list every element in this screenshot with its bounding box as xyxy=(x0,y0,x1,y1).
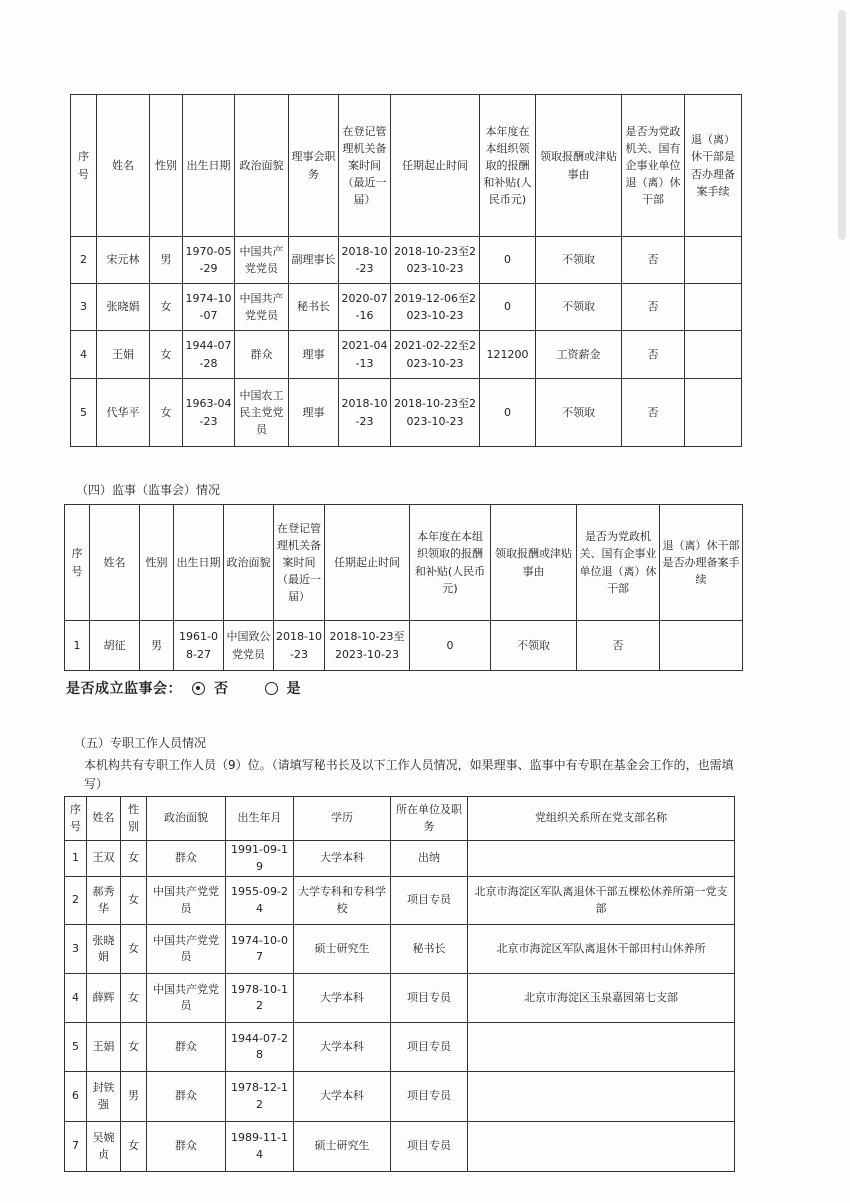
table-cell: 大学本科 xyxy=(294,974,391,1023)
supervisory-board-question xyxy=(66,678,301,698)
table-cell: 否 xyxy=(577,621,660,671)
header-cell: 党组织关系所在党支部名称 xyxy=(468,797,735,841)
table-header-row xyxy=(71,95,742,237)
table-cell: 理事 xyxy=(289,379,339,447)
table-cell: 男 xyxy=(121,1072,147,1122)
table-cell: 不领取 xyxy=(536,379,622,447)
header-cell: 本年度在本组织领取的报酬和补贴(人民币元) xyxy=(410,505,491,621)
table-cell: 项目专员 xyxy=(391,1122,468,1172)
header-cell: 学历 xyxy=(294,797,391,841)
header-cell: 所在单位及职务 xyxy=(391,797,468,841)
table-cell: 群众 xyxy=(235,331,289,379)
radio-checked-icon[interactable] xyxy=(192,682,205,695)
table-cell: 胡征 xyxy=(90,621,140,671)
table-cell: 中国农工民主党党员 xyxy=(235,379,289,447)
table-cell: 0 xyxy=(410,621,491,671)
table-cell: 群众 xyxy=(147,841,226,877)
header-cell: 姓名 xyxy=(97,95,150,237)
table-row xyxy=(65,877,735,925)
table-cell: 北京市海淀区玉泉嘉园第七支部 xyxy=(468,974,735,1023)
table-cell: 大学本科 xyxy=(294,1072,391,1122)
table-cell: 1955-09-24 xyxy=(226,877,294,925)
table-cell: 中国共产党党员 xyxy=(147,877,226,925)
table-cell: 薛辉 xyxy=(87,974,121,1023)
table-cell: 吴婉贞 xyxy=(87,1122,121,1172)
table-cell: 0 xyxy=(480,284,536,331)
header-cell: 出生日期 xyxy=(183,95,235,237)
header-cell: 在登记管理机关备案时间（最近一届） xyxy=(274,505,325,621)
table-cell: 4 xyxy=(71,331,97,379)
table-cell: 群众 xyxy=(147,1023,226,1072)
table-cell: 2018-10-23 xyxy=(274,621,325,671)
table-cell: 5 xyxy=(71,379,97,447)
radio-unchecked-icon[interactable] xyxy=(265,682,278,695)
table-cell: 中国共产党党员 xyxy=(147,925,226,974)
header-cell: 政治面貌 xyxy=(224,505,274,621)
header-cell: 领取报酬或津贴事由 xyxy=(536,95,622,237)
scrollbar[interactable] xyxy=(838,10,846,240)
table-cell: 张晓娟 xyxy=(97,284,150,331)
table-cell: 1978-10-12 xyxy=(226,974,294,1023)
table-cell: 项目专员 xyxy=(391,1023,468,1072)
header-cell: 序号 xyxy=(65,797,87,841)
table-cell xyxy=(685,379,742,447)
header-cell: 姓名 xyxy=(87,797,121,841)
table-cell: 出纳 xyxy=(391,841,468,877)
table-cell: 群众 xyxy=(147,1122,226,1172)
table-cell: 否 xyxy=(622,237,685,284)
table-cell: 女 xyxy=(121,841,147,877)
table-cell: 1 xyxy=(65,841,87,877)
table-row xyxy=(71,284,742,331)
table-cell xyxy=(468,1023,735,1072)
table-cell: 1974-10-07 xyxy=(226,925,294,974)
table-cell: 工资薪金 xyxy=(536,331,622,379)
table-cell: 北京市海淀区军队离退休干部五棵松休养所第一党支部 xyxy=(468,877,735,925)
table-cell: 2018-10-23 xyxy=(339,379,391,447)
table-cell: 代华平 xyxy=(97,379,150,447)
table-cell: 2018-10-23至2023-10-23 xyxy=(391,237,480,284)
table-row xyxy=(65,925,735,974)
table-cell: 2019-12-06至2023-10-23 xyxy=(391,284,480,331)
table-cell: 秘书长 xyxy=(289,284,339,331)
table-cell: 北京市海淀区军队离退休干部田村山休养所 xyxy=(468,925,735,974)
table-cell: 不领取 xyxy=(536,237,622,284)
table-cell: 中国共产党党员 xyxy=(147,974,226,1023)
table-cell: 不领取 xyxy=(536,284,622,331)
table-row xyxy=(65,841,735,877)
supervisors-table xyxy=(64,504,743,671)
table-cell: 否 xyxy=(622,331,685,379)
table-cell xyxy=(468,841,735,877)
table-cell: 宋元林 xyxy=(97,237,150,284)
table-cell: 6 xyxy=(65,1072,87,1122)
table-row xyxy=(65,1122,735,1172)
section-title-supervisors: （四）监事（监事会）情况 xyxy=(76,483,221,497)
table-cell: 0 xyxy=(480,379,536,447)
table-cell: 2021-04-13 xyxy=(339,331,391,379)
table-cell: 否 xyxy=(622,284,685,331)
table-cell: 项目专员 xyxy=(391,877,468,925)
table-row xyxy=(65,1023,735,1072)
table-cell xyxy=(685,237,742,284)
table-cell: 2020-07-16 xyxy=(339,284,391,331)
table-cell xyxy=(468,1122,735,1172)
table-cell xyxy=(468,1072,735,1122)
header-cell: 政治面貌 xyxy=(147,797,226,841)
table-cell: 王双 xyxy=(87,841,121,877)
radio-option-yes[interactable] xyxy=(265,678,302,698)
header-cell: 退（离）休干部是否办理备案手续 xyxy=(660,505,743,621)
table-cell: 3 xyxy=(65,925,87,974)
table-cell: 2018-10-23至2023-10-23 xyxy=(325,621,410,671)
header-cell: 性别 xyxy=(140,505,174,621)
table-cell xyxy=(685,331,742,379)
table-cell: 1963-04-23 xyxy=(183,379,235,447)
header-cell: 性别 xyxy=(121,797,147,841)
table-cell: 项目专员 xyxy=(391,974,468,1023)
header-cell: 出生年月 xyxy=(226,797,294,841)
table-row xyxy=(71,331,742,379)
table-row xyxy=(71,237,742,284)
radio-option-no[interactable] xyxy=(192,678,229,698)
header-cell: 政治面貌 xyxy=(235,95,289,237)
staff-intro-text: 本机构共有专职工作人员（9）位。（请填写秘书长及以下工作人员情况，如果理事、监事中有专职在基金会工作的，也需填写） xyxy=(84,758,734,792)
table-cell: 郝秀华 xyxy=(87,877,121,925)
header-cell: 本年度在本组织领取的报酬和补贴(人民币元) xyxy=(480,95,536,237)
table-row xyxy=(65,974,735,1023)
header-cell: 退（离）休干部是否办理备案手续 xyxy=(685,95,742,237)
header-cell: 任期起止时间 xyxy=(325,505,410,621)
table-cell: 群众 xyxy=(147,1072,226,1122)
header-cell: 领取报酬或津贴事由 xyxy=(491,505,577,621)
table-cell: 不领取 xyxy=(491,621,577,671)
table-cell: 2 xyxy=(71,237,97,284)
table-row xyxy=(65,1072,735,1122)
table-cell: 大学专科和专科学校 xyxy=(294,877,391,925)
table-cell: 1989-11-14 xyxy=(226,1122,294,1172)
table-cell: 3 xyxy=(71,284,97,331)
table-header-row xyxy=(65,505,743,621)
table-cell: 硕士研究生 xyxy=(294,1122,391,1172)
header-cell: 性别 xyxy=(150,95,183,237)
table-cell: 1961-08-27 xyxy=(174,621,224,671)
table-cell: 男 xyxy=(140,621,174,671)
header-cell: 序号 xyxy=(71,95,97,237)
table-cell: 王娟 xyxy=(87,1023,121,1072)
table-cell: 中国致公党党员 xyxy=(224,621,274,671)
table-cell: 男 xyxy=(150,237,183,284)
radio-label-no: 否 xyxy=(214,681,229,697)
table-row xyxy=(65,621,743,671)
header-cell: 姓名 xyxy=(90,505,140,621)
table-cell: 女 xyxy=(121,877,147,925)
header-cell: 序号 xyxy=(65,505,90,621)
section-title-staff: （五）专职工作人员情况 xyxy=(74,736,207,750)
header-cell: 是否为党政机关、国有企事业单位退（离）休干部 xyxy=(622,95,685,237)
table-cell: 7 xyxy=(65,1122,87,1172)
table-cell: 张晓娟 xyxy=(87,925,121,974)
table-cell: 2 xyxy=(65,877,87,925)
table-cell: 副理事长 xyxy=(289,237,339,284)
header-cell: 任期起止时间 xyxy=(391,95,480,237)
table-cell: 女 xyxy=(150,331,183,379)
table-cell: 女 xyxy=(121,974,147,1023)
table-cell: 王娟 xyxy=(97,331,150,379)
table-cell: 大学本科 xyxy=(294,1023,391,1072)
table-cell: 中国共产党党员 xyxy=(235,237,289,284)
table-cell: 121200 xyxy=(480,331,536,379)
table-cell: 大学本科 xyxy=(294,841,391,877)
table-cell: 1991-09-19 xyxy=(226,841,294,877)
staff-table xyxy=(64,796,735,1172)
table-cell: 秘书长 xyxy=(391,925,468,974)
table-cell: 5 xyxy=(65,1023,87,1072)
question-label: 是否成立监事会： xyxy=(66,681,182,697)
table-cell: 女 xyxy=(121,1122,147,1172)
table-cell: 1970-05-29 xyxy=(183,237,235,284)
table-cell: 2018-10-23 xyxy=(339,237,391,284)
table-cell: 封铁强 xyxy=(87,1072,121,1122)
table-cell: 1 xyxy=(65,621,90,671)
table-cell: 中国共产党党员 xyxy=(235,284,289,331)
table-cell: 1944-07-28 xyxy=(226,1023,294,1072)
table-cell xyxy=(660,621,743,671)
header-cell: 理事会职务 xyxy=(289,95,339,237)
table-cell: 4 xyxy=(65,974,87,1023)
radio-label-yes: 是 xyxy=(286,681,301,697)
header-cell: 是否为党政机关、国有企事业单位退（离）休干部 xyxy=(577,505,660,621)
table-cell: 1978-12-12 xyxy=(226,1072,294,1122)
table-cell: 1944-07-28 xyxy=(183,331,235,379)
table-cell: 女 xyxy=(121,925,147,974)
table-cell: 理事 xyxy=(289,331,339,379)
table-cell xyxy=(685,284,742,331)
table-cell: 项目专员 xyxy=(391,1072,468,1122)
board-members-table xyxy=(70,94,742,447)
table-cell: 硕士研究生 xyxy=(294,925,391,974)
table-cell: 1974-10-07 xyxy=(183,284,235,331)
table-cell: 2018-10-23至2023-10-23 xyxy=(391,379,480,447)
header-cell: 出生日期 xyxy=(174,505,224,621)
table-cell: 0 xyxy=(480,237,536,284)
table-cell: 女 xyxy=(150,284,183,331)
table-row xyxy=(71,379,742,447)
table-cell: 2021-02-22至2023-10-23 xyxy=(391,331,480,379)
table-cell: 女 xyxy=(121,1023,147,1072)
header-cell: 在登记管理机关备案时间（最近一届） xyxy=(339,95,391,237)
table-header-row xyxy=(65,797,735,841)
table-cell: 女 xyxy=(150,379,183,447)
table-cell: 否 xyxy=(622,379,685,447)
